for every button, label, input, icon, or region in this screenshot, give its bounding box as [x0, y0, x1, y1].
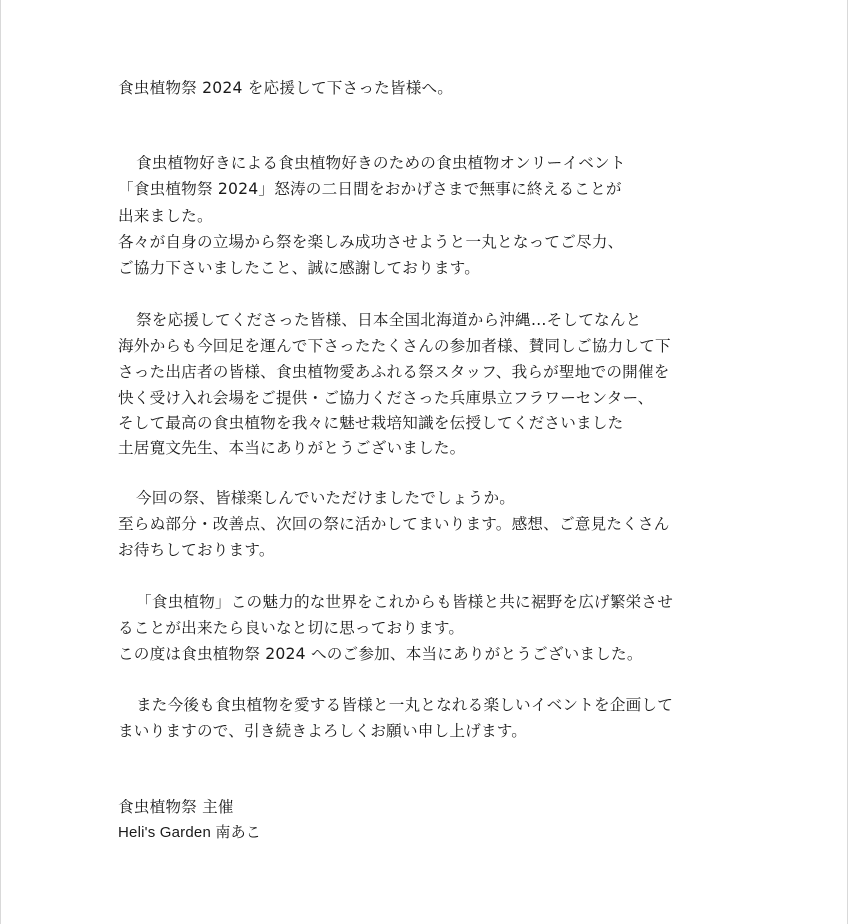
paragraph-line: お待ちしております。	[118, 541, 275, 559]
paragraph-line: まいりますので、引き続きよろしくお願い申し上げます。	[118, 722, 528, 740]
paragraph-line: 土居寛文先生、本当にありがとうございました。	[118, 439, 466, 457]
paragraph-line: 各々が自身の立場から祭を楽しみ成功させようと一丸となってご尽力、	[118, 233, 624, 251]
paragraph-line: 「食虫植物祭 2024」怒涛の二日間をおかげさまで無事に終えることが	[118, 180, 622, 198]
paragraph-line: この度は食虫植物祭 2024 へのご参加、本当にありがとうございました。	[118, 645, 643, 663]
paragraph-line: ることが出来たら良いなと切に思っております。	[118, 619, 465, 637]
paragraph-line: また今後も食虫植物を愛する皆様と一丸となれる楽しいイベントを企画して	[136, 696, 673, 714]
paragraph-line: さった出店者の皆様、食虫植物愛あふれる祭スタッフ、我らが聖地での開催を	[118, 363, 670, 381]
paragraph-line: 食虫植物好きによる食虫植物好きのための食虫植物オンリーイベント	[136, 154, 626, 172]
salutation: 食虫植物祭 2024 を応援して下さった皆様へ。	[118, 79, 454, 97]
paragraph-line: 至らぬ部分・改善点、次回の祭に活かしてまいります。感想、ご意見たくさん	[118, 515, 670, 533]
paragraph-line: 「食虫植物」この魅力的な世界をこれからも皆様と共に裾野を広げ繁栄させ	[136, 593, 673, 611]
paragraph-line: 海外からも今回足を運んで下さったたくさんの参加者様、賛同しご協力して下	[118, 337, 671, 355]
organizer-line: 食虫植物祭 主催	[118, 798, 234, 816]
paragraph-line: 祭を応援してくださった皆様、日本全国北海道から沖縄…そしてなんと	[136, 311, 642, 329]
paragraph-line: ご協力下さいましたこと、誠に感謝しております。	[118, 259, 481, 277]
sender-name: Heli's Garden 南あこ	[118, 824, 261, 841]
paragraph-line: 今回の祭、皆様楽しんでいただけましたでしょうか。	[136, 489, 516, 507]
paragraph-line: そして最高の食虫植物を我々に魅せ栽培知識を伝授してくださいました	[118, 414, 624, 432]
page-border-left	[0, 0, 1, 924]
paragraph-line: 出来ました。	[118, 207, 213, 225]
paragraph-line: 快く受け入れ会場をご提供・ご協力くださった兵庫県立フラワーセンター、	[118, 389, 654, 407]
